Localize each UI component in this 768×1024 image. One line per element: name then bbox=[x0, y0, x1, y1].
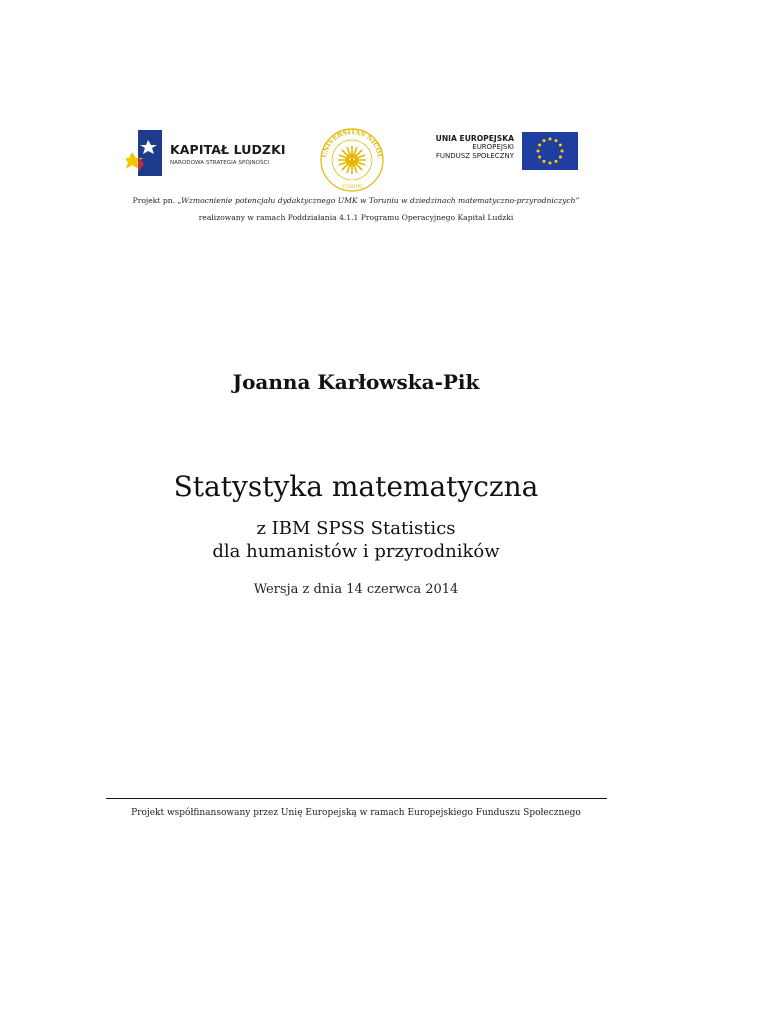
kapital-ludzki-logo bbox=[126, 128, 286, 178]
eu-flag-icon bbox=[522, 132, 578, 170]
author-name: Joanna Karłowska-Pik bbox=[232, 370, 480, 394]
umk-seal-logo bbox=[316, 124, 388, 192]
unia-europejska-logo bbox=[435, 132, 578, 172]
ue-line3: FUNDUSZ SPOŁECZNY bbox=[435, 152, 514, 160]
book-title: Statystyka matematyczna bbox=[173, 470, 539, 503]
umk-seal-city: TORUN bbox=[342, 184, 362, 190]
subtitle-line-2: dla humanistów i przyrodników bbox=[212, 541, 500, 562]
kapital-ludzki-subtitle: NARODOWA STRATEGIA SPÓJNOŚCI bbox=[170, 160, 270, 166]
kapital-ludzki-title: KAPITAŁ LUDZKI bbox=[170, 142, 286, 157]
kapital-ludzki-emblem-icon bbox=[126, 128, 166, 178]
footer-note: Projekt współfinansowany przez Unię Europejską w ramach Europejskiego Funduszu Społecznego bbox=[131, 808, 581, 818]
version-date: Wersja z dnia 14 czerwca 2014 bbox=[253, 582, 459, 597]
umk-seal-icon bbox=[316, 124, 388, 192]
umk-seal-text: UNIVERSITAS NICOL bbox=[320, 127, 384, 159]
project-line-2: realizowany w ramach Poddziałania 4.1.1 Programu Operacyjnego Kapitał Ludzki bbox=[198, 213, 514, 222]
project-name: „Wzmocnienie potencjału dydaktycznego UMK w Toruniu w dziedzinach matematyczno-przyrodniczych” bbox=[177, 196, 580, 205]
subtitle-line-1: z IBM SPSS Statistics bbox=[256, 518, 456, 539]
book-subtitle bbox=[0, 517, 712, 563]
project-line-1 bbox=[0, 196, 712, 205]
ue-line2: EUROPEJSKI bbox=[472, 143, 514, 151]
ue-line1: UNIA EUROPEJSKA bbox=[435, 134, 514, 143]
project-prefix: Projekt pn. bbox=[132, 196, 178, 205]
ue-text-block bbox=[436, 134, 514, 161]
header-logos bbox=[0, 118, 768, 190]
footer-divider bbox=[106, 798, 607, 799]
